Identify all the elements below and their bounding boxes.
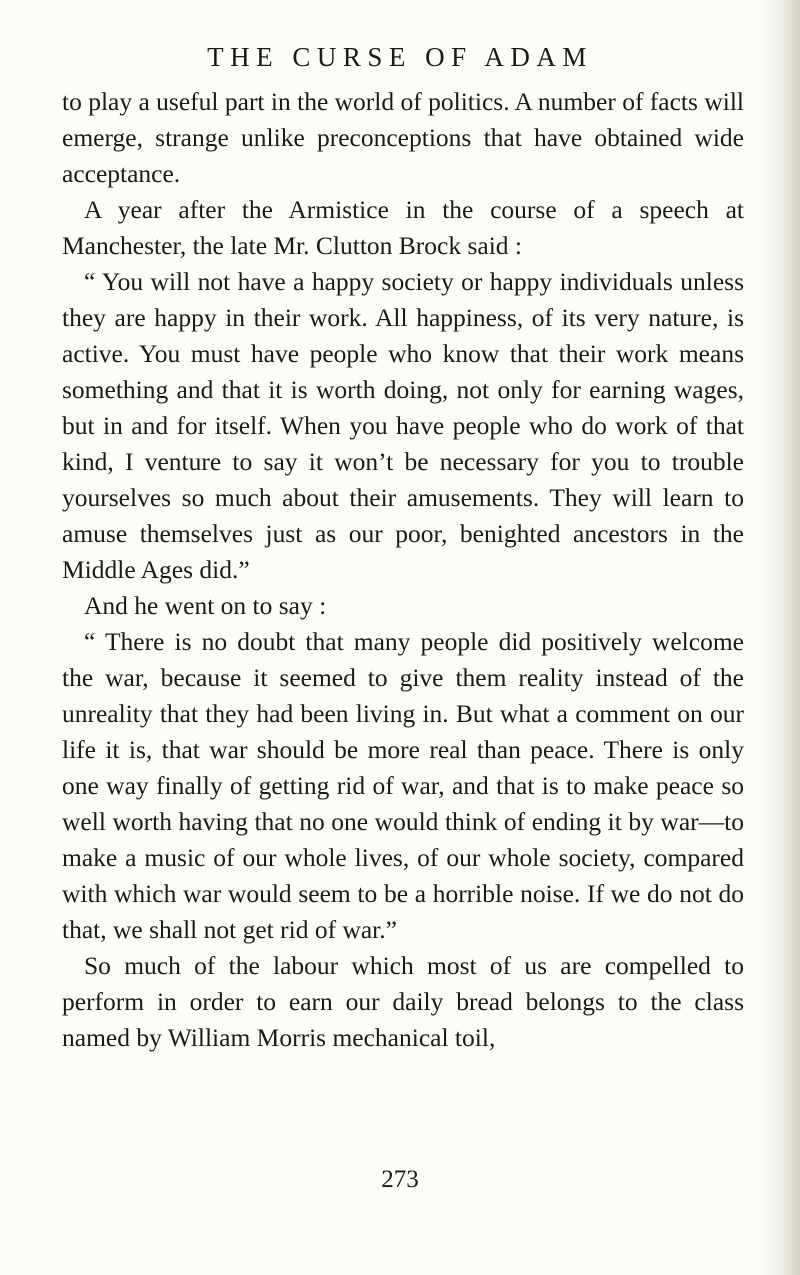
- paragraph: And he went on to say :: [84, 591, 327, 620]
- page-number: 273: [381, 1166, 419, 1193]
- running-head: THE CURSE OF ADAM: [207, 42, 593, 72]
- paragraph: “ There is no doubt that many people did positively welcome the war, because it seemed to give them reality instead of the unreality that they had been living in. But what a comment on our life it is, that war should be more real than peace. There is only one way finally of getting rid of war, and that is to make peace so well worth having that no one would think of ending it by war—to make a music of our whole lives, of our whole society, compared with which war would seem to be a horrible noise. If we do not do that, we shall not get rid of war.”: [62, 627, 744, 944]
- body-text: [62, 84, 744, 1056]
- paragraph: “ You will not have a happy society or happy individuals unless they are happy in their work. All happiness, of its very nature, is active. You must have people who know that their work means something and that it is worth doing, not only for earning wages, but in and for itself. When you have people who do work of that kind, I venture to say it won’t be necessary for you to trouble yourselves so much about their amusements. They will learn to amuse themselves just as our poor, benighted ancestors in the Middle Ages did.”: [62, 267, 744, 584]
- paragraph: So much of the labour which most of us are compelled to perform in order to earn our daily bread belongs to the class named by William Morris mechanical toil,: [62, 951, 744, 1052]
- page-edge-shadow: [762, 0, 800, 1275]
- paragraph: A year after the Armistice in the course of a speech at Manchester, the late Mr. Clutton Brock said :: [62, 195, 744, 260]
- paragraph: to play a useful part in the world of politics. A number of facts will emerge, strange unlike preconceptions that have obtained wide acceptance.: [62, 87, 744, 188]
